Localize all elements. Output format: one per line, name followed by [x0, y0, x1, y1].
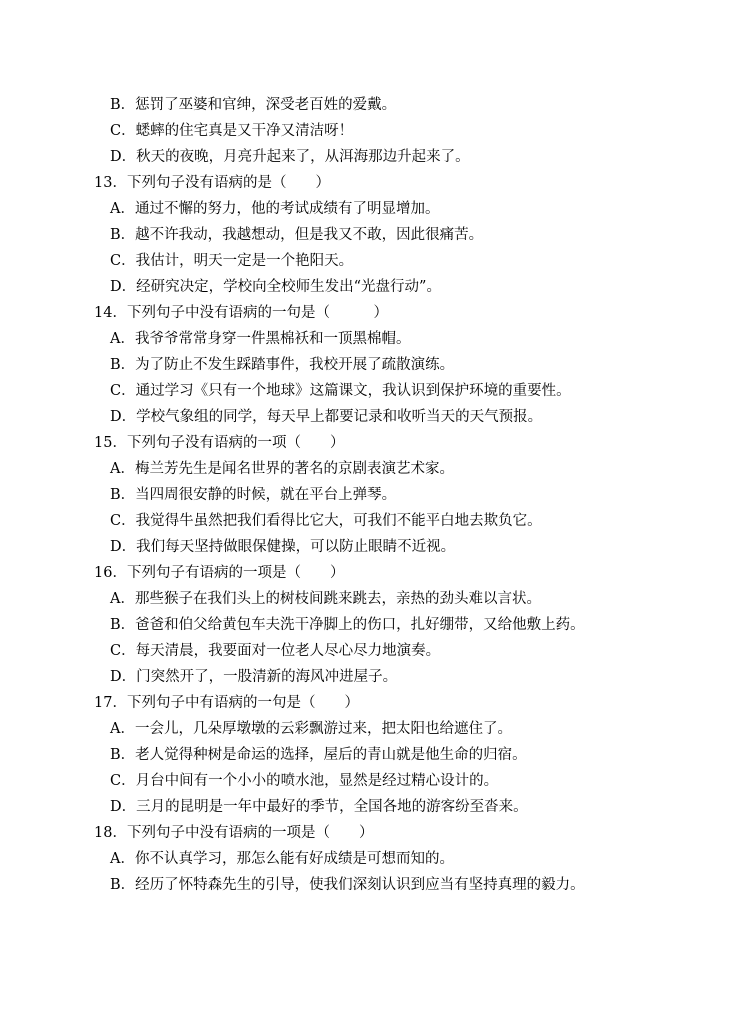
question-16-stem: 16．下列句子有语病的一项是（ ）: [94, 565, 345, 581]
question-17-stem: 17．下列句子中有语病的一句是（ ）: [94, 695, 359, 711]
question-list: [0, 92, 741, 898]
question-17-option-b: B．老人觉得种树是命运的选择，屋后的青山就是他生命的归宿。: [110, 747, 527, 763]
question-16-option-a: A．那些猴子在我们头上的树枝间跳来跳去，亲热的劲头难以言状。: [110, 591, 541, 607]
question-15-stem: 15．下列句子没有语病的一项（ ）: [94, 435, 345, 451]
option-b-previous: B．惩罚了巫婆和官绅，深受老百姓的爱戴。: [110, 97, 397, 113]
question-13-option-a: A．通过不懈的努力，他的考试成绩有了明显增加。: [110, 201, 440, 217]
question-18-option-b: B．经历了怀特森先生的引导，使我们深刻认识到应当有坚持真理的毅力。: [110, 877, 585, 893]
question-14-option-a: A．我爷爷常常身穿一件黑棉袄和一顶黑棉帽。: [110, 331, 411, 347]
question-17-option-d: D．三月的昆明是一年中最好的季节，全国各地的游客纷至沓来。: [110, 799, 528, 815]
option-c-previous: C．蟋蟀的住宅真是又干净又清洁呀！: [110, 123, 354, 139]
question-16-option-b: B．爸爸和伯父给黄包车夫洗干净脚上的伤口，扎好绷带，又给他敷上药。: [110, 617, 585, 633]
question-13-option-c: C．我估计，明天一定是一个艳阳天。: [110, 253, 354, 269]
question-18-option-a: A．你不认真学习，那怎么能有好成绩是可想而知的。: [110, 851, 454, 867]
question-14-option-d: D．学校气象组的同学，每天早上都要记录和收听当天的天气预报。: [110, 409, 543, 425]
option-d-previous: D．秋天的夜晚，月亮升起来了，从洱海那边升起来了。: [110, 149, 470, 165]
question-14-option-c: C．通过学习《只有一个地球》这篇课文，我认识到保护环境的重要性。: [110, 383, 571, 399]
question-14-option-b: B．为了防止不发生踩踏事件，我校开展了疏散演练。: [110, 357, 455, 373]
question-16-option-d: D．门突然开了，一股清新的海风冲进屋子。: [110, 669, 398, 685]
question-13-option-d: D．经研究决定，学校向全校师生发出“光盘行动”。: [110, 279, 441, 295]
question-13-stem: 13．下列句子没有语病的是（ ）: [94, 175, 330, 191]
question-13-option-b: B．越不许我动，我越想动，但是我又不敢，因此很痛苦。: [110, 227, 484, 243]
question-16-option-c: C．每天清晨，我要面对一位老人尽心尽力地演奏。: [110, 643, 441, 659]
question-15-option-d: D．我们每天坚持做眼保健操，可以防止眼睛不近视。: [110, 539, 456, 555]
question-17-option-c: C．月台中间有一个小小的喷水池，显然是经过精心设计的。: [110, 773, 499, 789]
question-15-option-a: A．梅兰芳先生是闻名世界的著名的京剧表演艺术家。: [110, 461, 454, 477]
question-15-option-c: C．我觉得牛虽然把我们看得比它大，可我们不能平白地去欺负它。: [110, 513, 542, 529]
question-14-stem: 14．下列句子中没有语病的一句是（ ）: [94, 305, 388, 321]
question-18-stem: 18．下列句子中没有语病的一项是（ ）: [94, 825, 374, 841]
question-17-option-a: A．一会儿，几朵厚墩墩的云彩飘游过来，把太阳也给遮住了。: [110, 721, 512, 737]
question-15-option-b: B．当四周很安静的时候，就在平台上弹琴。: [110, 487, 397, 503]
